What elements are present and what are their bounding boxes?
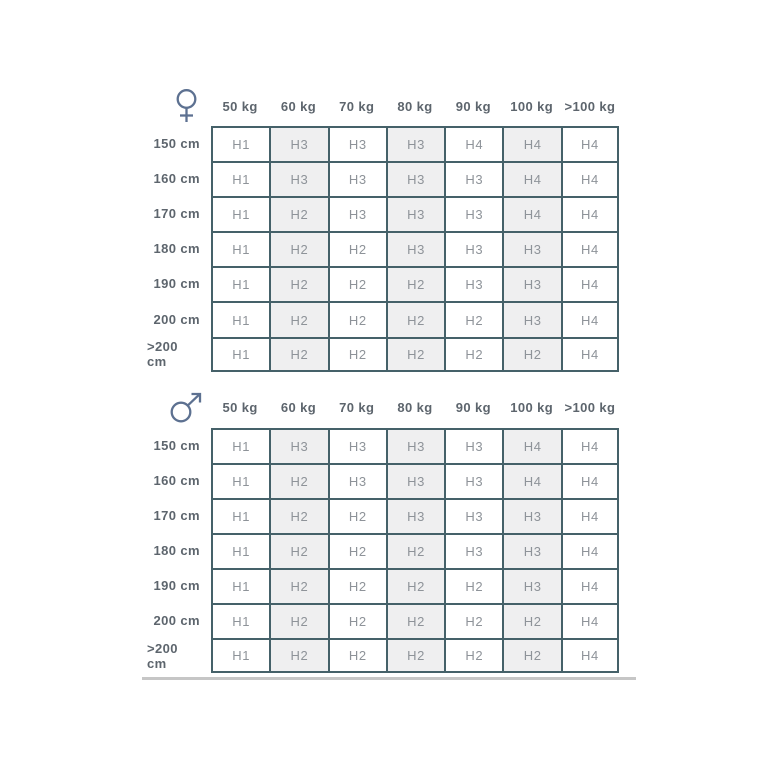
height-label: 180 cm xyxy=(153,542,200,558)
size-cell: H2 xyxy=(269,498,327,533)
size-cell: H3 xyxy=(444,498,502,533)
weight-header: 90 kg xyxy=(455,98,491,114)
size-cell: H1 xyxy=(211,463,269,498)
size-cell: H2 xyxy=(269,231,327,266)
weight-header: 80 kg xyxy=(397,98,433,114)
size-cell: H4 xyxy=(561,568,619,603)
bottom-separator-line xyxy=(142,677,636,680)
size-cell: H3 xyxy=(328,463,386,498)
size-cell: H2 xyxy=(328,498,386,533)
size-cell: H4 xyxy=(561,428,619,463)
size-cell: H2 xyxy=(269,603,327,638)
size-cell: H4 xyxy=(561,337,619,372)
size-cell: H4 xyxy=(561,638,619,673)
table-row xyxy=(147,463,619,498)
weight-header: >100 kg xyxy=(564,400,616,416)
table-row xyxy=(147,196,619,231)
size-cell: H1 xyxy=(211,161,269,196)
weight-header: 50 kg xyxy=(222,98,258,114)
height-label: 150 cm xyxy=(153,437,200,453)
table-row xyxy=(147,498,619,533)
size-cell: H4 xyxy=(502,463,560,498)
height-label: 160 cm xyxy=(153,171,200,187)
size-cell: H2 xyxy=(386,301,444,336)
size-cell: H4 xyxy=(561,463,619,498)
size-cell: H2 xyxy=(502,638,560,673)
size-cell: H1 xyxy=(211,603,269,638)
size-cell: H1 xyxy=(211,337,269,372)
size-cell: H3 xyxy=(502,568,560,603)
height-label: 160 cm xyxy=(153,472,200,488)
female-symbol xyxy=(154,88,218,125)
size-chart xyxy=(147,86,619,673)
height-label: 170 cm xyxy=(153,507,200,523)
female-gender-icon xyxy=(174,88,199,125)
table-row xyxy=(147,161,619,196)
size-cell: H3 xyxy=(502,533,560,568)
size-cell: H2 xyxy=(328,638,386,673)
size-cell: H2 xyxy=(386,603,444,638)
size-cell: H1 xyxy=(211,498,269,533)
size-cell: H4 xyxy=(561,301,619,336)
size-cell: H2 xyxy=(269,638,327,673)
size-cell: H3 xyxy=(386,463,444,498)
size-cell: H4 xyxy=(561,266,619,301)
table-row xyxy=(147,266,619,301)
size-cell: H2 xyxy=(269,301,327,336)
height-label: 200 cm xyxy=(153,311,200,327)
table-row xyxy=(147,533,619,568)
weight-header: 100 kg xyxy=(510,98,554,114)
size-cell: H2 xyxy=(328,266,386,301)
size-cell: H3 xyxy=(444,533,502,568)
table-row xyxy=(147,126,619,161)
male-size-table-section xyxy=(147,388,619,674)
weight-header: 70 kg xyxy=(339,400,375,416)
size-cell: H4 xyxy=(561,498,619,533)
weight-header: 50 kg xyxy=(222,400,258,416)
size-cell: H1 xyxy=(211,266,269,301)
size-cell: H1 xyxy=(211,428,269,463)
size-cell: H2 xyxy=(444,603,502,638)
size-cell: H2 xyxy=(502,337,560,372)
height-label: >200 cm xyxy=(147,640,178,671)
table-row xyxy=(147,301,619,336)
size-cell: H2 xyxy=(502,603,560,638)
size-cell: H4 xyxy=(502,126,560,161)
size-cell: H2 xyxy=(444,301,502,336)
size-cell: H2 xyxy=(269,266,327,301)
size-cell: H2 xyxy=(444,337,502,372)
size-cell: H4 xyxy=(561,196,619,231)
table-row xyxy=(147,337,619,372)
size-cell: H3 xyxy=(328,126,386,161)
size-cell: H2 xyxy=(386,568,444,603)
height-label: 200 cm xyxy=(153,613,200,629)
size-cell: H2 xyxy=(269,533,327,568)
size-cell: H3 xyxy=(444,196,502,231)
size-cell: H4 xyxy=(502,161,560,196)
size-cell: H2 xyxy=(386,533,444,568)
size-cell: H3 xyxy=(269,161,327,196)
size-cell: H4 xyxy=(502,196,560,231)
size-cell: H1 xyxy=(211,533,269,568)
size-cell: H3 xyxy=(328,428,386,463)
weight-header: 60 kg xyxy=(280,98,317,114)
size-cell: H3 xyxy=(502,266,560,301)
size-cell: H2 xyxy=(444,638,502,673)
size-cell: H4 xyxy=(561,533,619,568)
size-cell: H3 xyxy=(328,196,386,231)
size-cell: H3 xyxy=(328,161,386,196)
size-cell: H3 xyxy=(386,428,444,463)
size-cell: H2 xyxy=(269,463,327,498)
height-label: >200 cm xyxy=(147,339,178,370)
table-row xyxy=(147,638,619,673)
size-cell: H4 xyxy=(561,603,619,638)
size-cell: H1 xyxy=(211,301,269,336)
female-size-table-section xyxy=(147,86,619,372)
size-cell: H3 xyxy=(444,266,502,301)
size-cell: H2 xyxy=(328,603,386,638)
male-symbol xyxy=(154,392,218,424)
size-cell: H2 xyxy=(328,568,386,603)
size-cell: H2 xyxy=(269,568,327,603)
table-row xyxy=(147,231,619,266)
size-cell: H2 xyxy=(386,638,444,673)
table-row xyxy=(147,428,619,463)
size-cell: H1 xyxy=(211,231,269,266)
size-cell: H2 xyxy=(328,533,386,568)
table-row xyxy=(147,603,619,638)
size-cell: H3 xyxy=(386,196,444,231)
size-cell: H3 xyxy=(502,498,560,533)
size-cell: H2 xyxy=(328,301,386,336)
male-gender-icon xyxy=(169,392,204,424)
size-cell: H1 xyxy=(211,126,269,161)
size-cell: H1 xyxy=(211,196,269,231)
weight-header: 80 kg xyxy=(397,400,433,416)
size-cell: H3 xyxy=(502,231,560,266)
height-label: 170 cm xyxy=(153,206,200,222)
weight-header: >100 kg xyxy=(564,98,616,114)
size-cell: H2 xyxy=(328,231,386,266)
table-row xyxy=(147,568,619,603)
size-cell: H4 xyxy=(561,231,619,266)
size-cell: H2 xyxy=(328,337,386,372)
size-cell: H3 xyxy=(502,301,560,336)
size-cell: H2 xyxy=(444,568,502,603)
size-cell: H3 xyxy=(444,428,502,463)
size-cell: H3 xyxy=(269,126,327,161)
weight-header: 90 kg xyxy=(455,400,491,416)
size-cell: H3 xyxy=(386,231,444,266)
size-cell: H2 xyxy=(386,266,444,301)
size-cell: H3 xyxy=(444,463,502,498)
height-label: 190 cm xyxy=(153,276,200,292)
size-cell: H1 xyxy=(211,638,269,673)
size-cell: H4 xyxy=(502,428,560,463)
size-cell: H4 xyxy=(444,126,502,161)
size-cell: H4 xyxy=(561,126,619,161)
size-cell: H3 xyxy=(269,428,327,463)
weight-header: 70 kg xyxy=(339,98,375,114)
height-label: 150 cm xyxy=(153,136,200,152)
size-cell: H3 xyxy=(386,126,444,161)
height-label: 180 cm xyxy=(153,241,200,257)
size-cell: H3 xyxy=(386,161,444,196)
size-cell: H2 xyxy=(386,337,444,372)
size-cell: H2 xyxy=(269,196,327,231)
female-header-row xyxy=(147,86,619,126)
weight-header: 100 kg xyxy=(510,400,554,416)
height-label: 190 cm xyxy=(153,578,200,594)
size-cell: H3 xyxy=(444,161,502,196)
size-cell: H1 xyxy=(211,568,269,603)
size-cell: H3 xyxy=(386,498,444,533)
size-cell: H2 xyxy=(269,337,327,372)
size-cell: H4 xyxy=(561,161,619,196)
size-cell: H3 xyxy=(444,231,502,266)
male-header-row xyxy=(147,388,619,428)
weight-header: 60 kg xyxy=(280,400,317,416)
